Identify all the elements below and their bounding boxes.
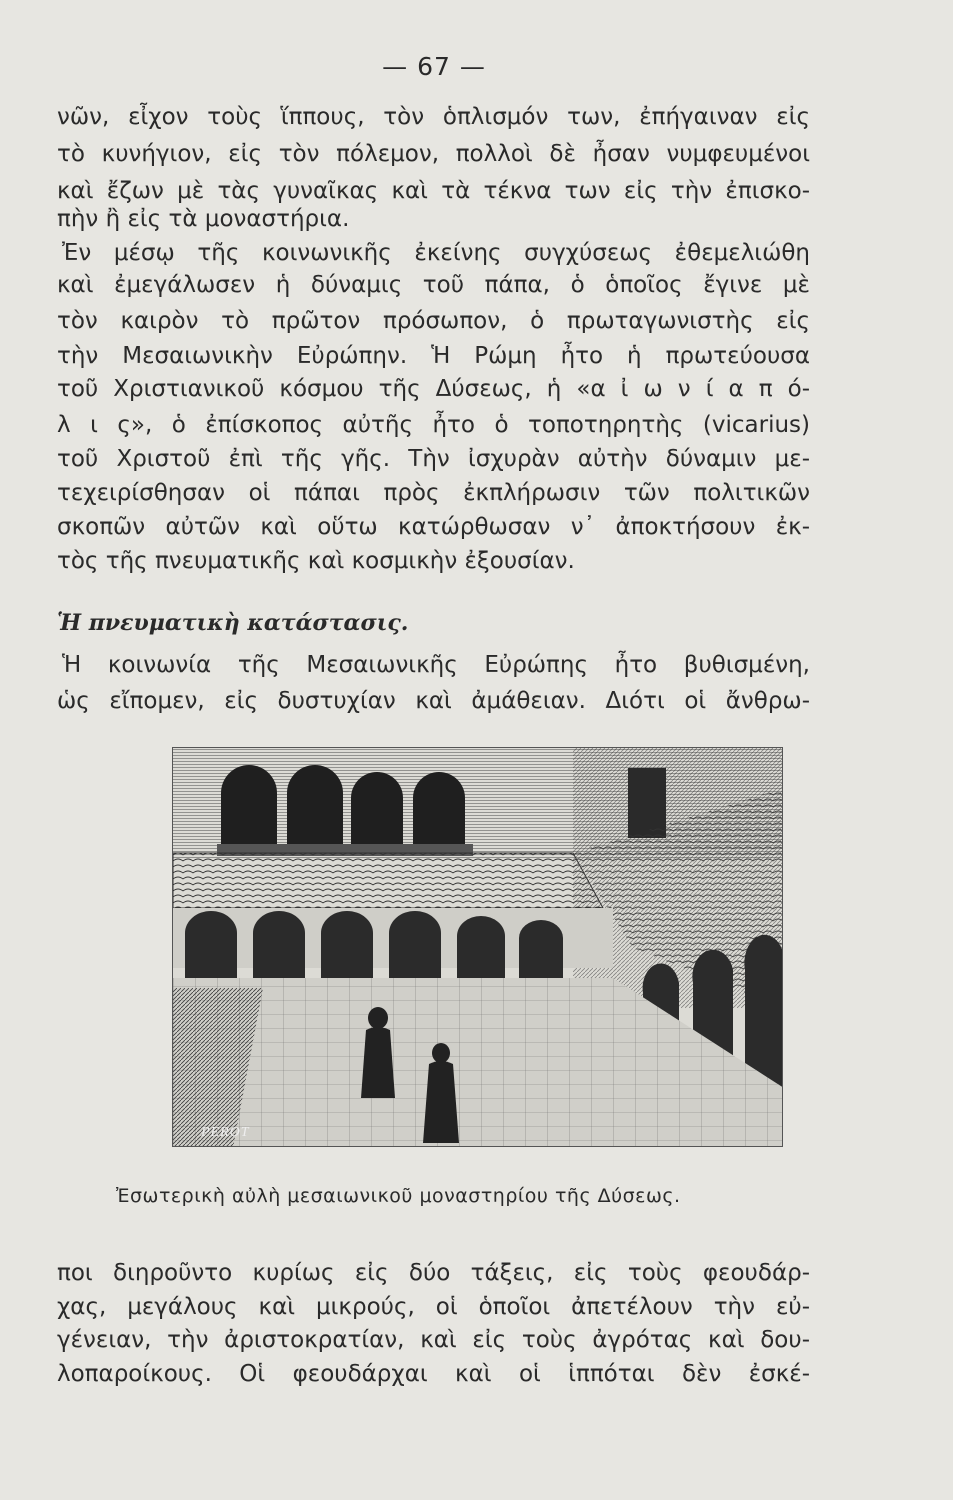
text-line: γένειαν, τὴν ἀριστοκρατίαν, καὶ εἰς τοὺς ἀγρότας καὶ δου- <box>57 1327 810 1353</box>
text-line: τὸν καιρὸν τὸ πρῶτον πρόσωπον, ὁ πρωταγωνιστὴς εἰς <box>57 308 810 334</box>
page-number: — 67 — <box>382 52 486 81</box>
text-line: τοῦ Χριστιανικοῦ κόσμου τῆς Δύσεως, ἡ «α ἰ ω ν ί α π ό- <box>57 376 810 402</box>
text-line: ποι διηροῦντο κυρίως εἰς δύο τάξεις, εἰς τοὺς φεουδάρ- <box>57 1260 810 1286</box>
text-line: Ἐν μέσῳ τῆς κοινωνικῆς ἐκείνης συγχύσεως ἐθεμελιώθη <box>62 240 810 266</box>
text-line: καὶ ἐμεγάλωσεν ἡ δύναμις τοῦ πάπα, ὁ ὁποῖος ἔγινε μὲ <box>57 272 810 298</box>
cloister-illustration <box>173 748 783 1147</box>
text-line: σκοπῶν αὐτῶν καὶ οὕτω κατώρθωσαν ν᾿ ἀποκτήσουν ἐκ- <box>57 514 810 540</box>
text-line: νῶν, εἶχον τοὺς ἵππους, τὸν ὁπλισμόν των, ἐπήγαιναν εἰς <box>57 104 810 130</box>
text-line: Ἡ κοινωνία τῆς Μεσαιωνικῆς Εὐρώπης ἦτο βυθισμένη, <box>62 652 810 678</box>
text-line: τὸ κυνήγιον, εἰς τὸν πόλεμον, πολλοὶ δὲ ἦσαν νυμφευμένοι <box>57 141 810 167</box>
cloister-engraving <box>172 747 783 1147</box>
text-line: καὶ ἔζων μὲ τὰς γυναῖκας καὶ τὰ τέκνα των εἰς τὴν ἐπισκο- <box>57 178 810 204</box>
text-line: λ ι ς», ὁ ἐπίσκοπος αὐτῆς ἦτο ὁ τοποτηρητὴς (vicarius) <box>57 412 810 438</box>
text-line: ὡς εἴπομεν, εἰς δυστυχίαν καὶ ἀμάθειαν. Διότι οἱ ἄνθρω- <box>57 688 810 714</box>
text-line: τὸς τῆς πνευματικῆς καὶ κοσμικὴν ἐξουσίαν. <box>57 548 575 574</box>
text-line: λοπαροίκους. Οἱ φεουδάρχαι καὶ οἱ ἱππόται δὲν ἐσκέ- <box>57 1361 810 1387</box>
text-line: τὴν Μεσαιωνικὴν Εὐρώπην. Ἡ Ρώμη ἦτο ἡ πρωτεύουσα <box>57 343 810 369</box>
text-line: πὴν ἢ εἰς τὰ μοναστήρια. <box>57 206 350 232</box>
text-line: χας, μεγάλους καὶ μικρούς, οἱ ὁποῖοι ἀπετέλουν τὴν εὐ- <box>57 1294 810 1320</box>
figure-caption: Ἐσωτερικὴ αὐλὴ μεσαιωνικοῦ μοναστηρίου τῆς Δύσεως. <box>116 1185 681 1207</box>
section-heading: Ἡ πνευματικὴ κατάστασις. <box>57 610 409 636</box>
text-line: τεχειρίσθησαν οἱ πάπαι πρὸς ἐκπλήρωσιν τῶν πολιτικῶν <box>57 480 810 506</box>
engraver-signature: PEROT <box>201 1125 250 1140</box>
text-line: τοῦ Χριστοῦ ἐπὶ τῆς γῆς. Τὴν ἰσχυρὰν αὐτὴν δύναμιν με- <box>57 446 810 472</box>
